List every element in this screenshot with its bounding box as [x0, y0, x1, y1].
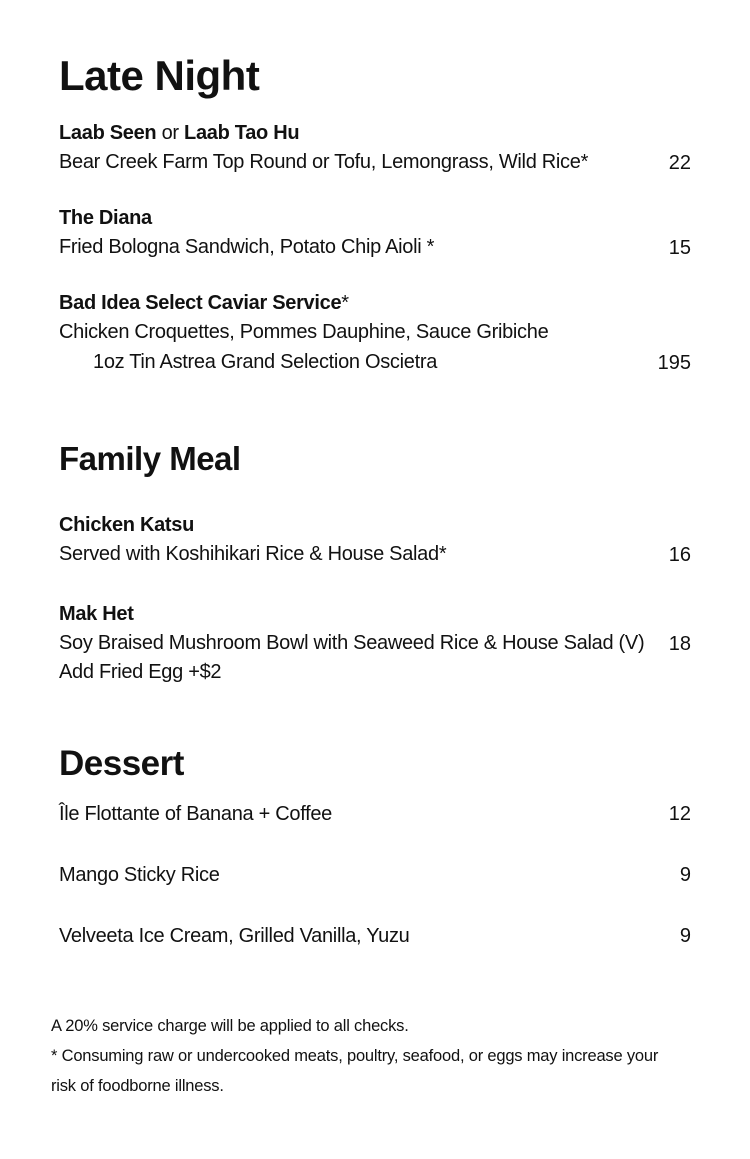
section-title-dessert: Dessert	[59, 744, 184, 783]
item-price-the-diana: 15	[668, 237, 691, 259]
dessert-price-mango-sticky-rice: 9	[679, 864, 691, 886]
item-name-caviar-asterisk: *	[341, 292, 349, 314]
item-name-caviar: Bad Idea Select Caviar Service	[59, 292, 342, 314]
dessert-item-ile-flottante: Île Flottante of Banana + Coffee	[59, 803, 333, 825]
item-name-chicken-katsu: Chicken Katsu	[59, 514, 195, 536]
item-name-caviar-service	[59, 291, 349, 315]
footer-warning-line-1: * Consuming raw or undercooked meats, poultry, seafood, or eggs may increase your	[51, 1047, 659, 1065]
item-price-chicken-katsu: 16	[668, 544, 691, 566]
item-description-caviar: Chicken Croquettes, Pommes Dauphine, Sauce Gribiche	[59, 321, 549, 343]
item-description-laab: Bear Creek Farm Top Round or Tofu, Lemongrass, Wild Rice*	[59, 151, 589, 173]
item-name-laab-tao-hu: Laab Tao Hu	[184, 122, 300, 144]
section-title-family-meal: Family Meal	[59, 440, 241, 477]
item-name-laab	[59, 121, 299, 145]
dessert-price-ile-flottante: 12	[668, 803, 691, 825]
footer-service-charge: A 20% service charge will be applied to all checks.	[51, 1017, 409, 1035]
dessert-item-mango-sticky-rice: Mango Sticky Rice	[59, 864, 220, 886]
item-price-caviar: 195	[657, 352, 691, 374]
item-description-the-diana: Fried Bologna Sandwich, Potato Chip Aioli *	[59, 236, 435, 258]
section-title-late-night: Late Night	[59, 52, 260, 99]
item-description-chicken-katsu: Served with Koshihikari Rice & House Salad*	[59, 543, 447, 565]
item-name-mak-het: Mak Het	[59, 603, 134, 625]
item-description-mak-het: Soy Braised Mushroom Bowl with Seaweed Rice & House Salad (V)	[59, 632, 645, 654]
item-price-laab: 22	[668, 152, 691, 174]
item-price-mak-het: 18	[668, 633, 691, 655]
dessert-price-velveeta-ice-cream: 9	[679, 925, 691, 947]
item-subitem-caviar-tin: 1oz Tin Astrea Grand Selection Oscietra	[93, 351, 438, 373]
dessert-item-velveeta-ice-cream: Velveeta Ice Cream, Grilled Vanilla, Yuzu	[59, 925, 410, 947]
item-addon-mak-het: Add Fried Egg +$2	[59, 661, 222, 683]
item-name-the-diana: The Diana	[59, 207, 152, 229]
footer-warning-line-2: risk of foodborne illness.	[51, 1077, 224, 1095]
item-name-laab-seen: Laab Seen	[59, 122, 157, 144]
item-name-or: or	[156, 122, 185, 144]
